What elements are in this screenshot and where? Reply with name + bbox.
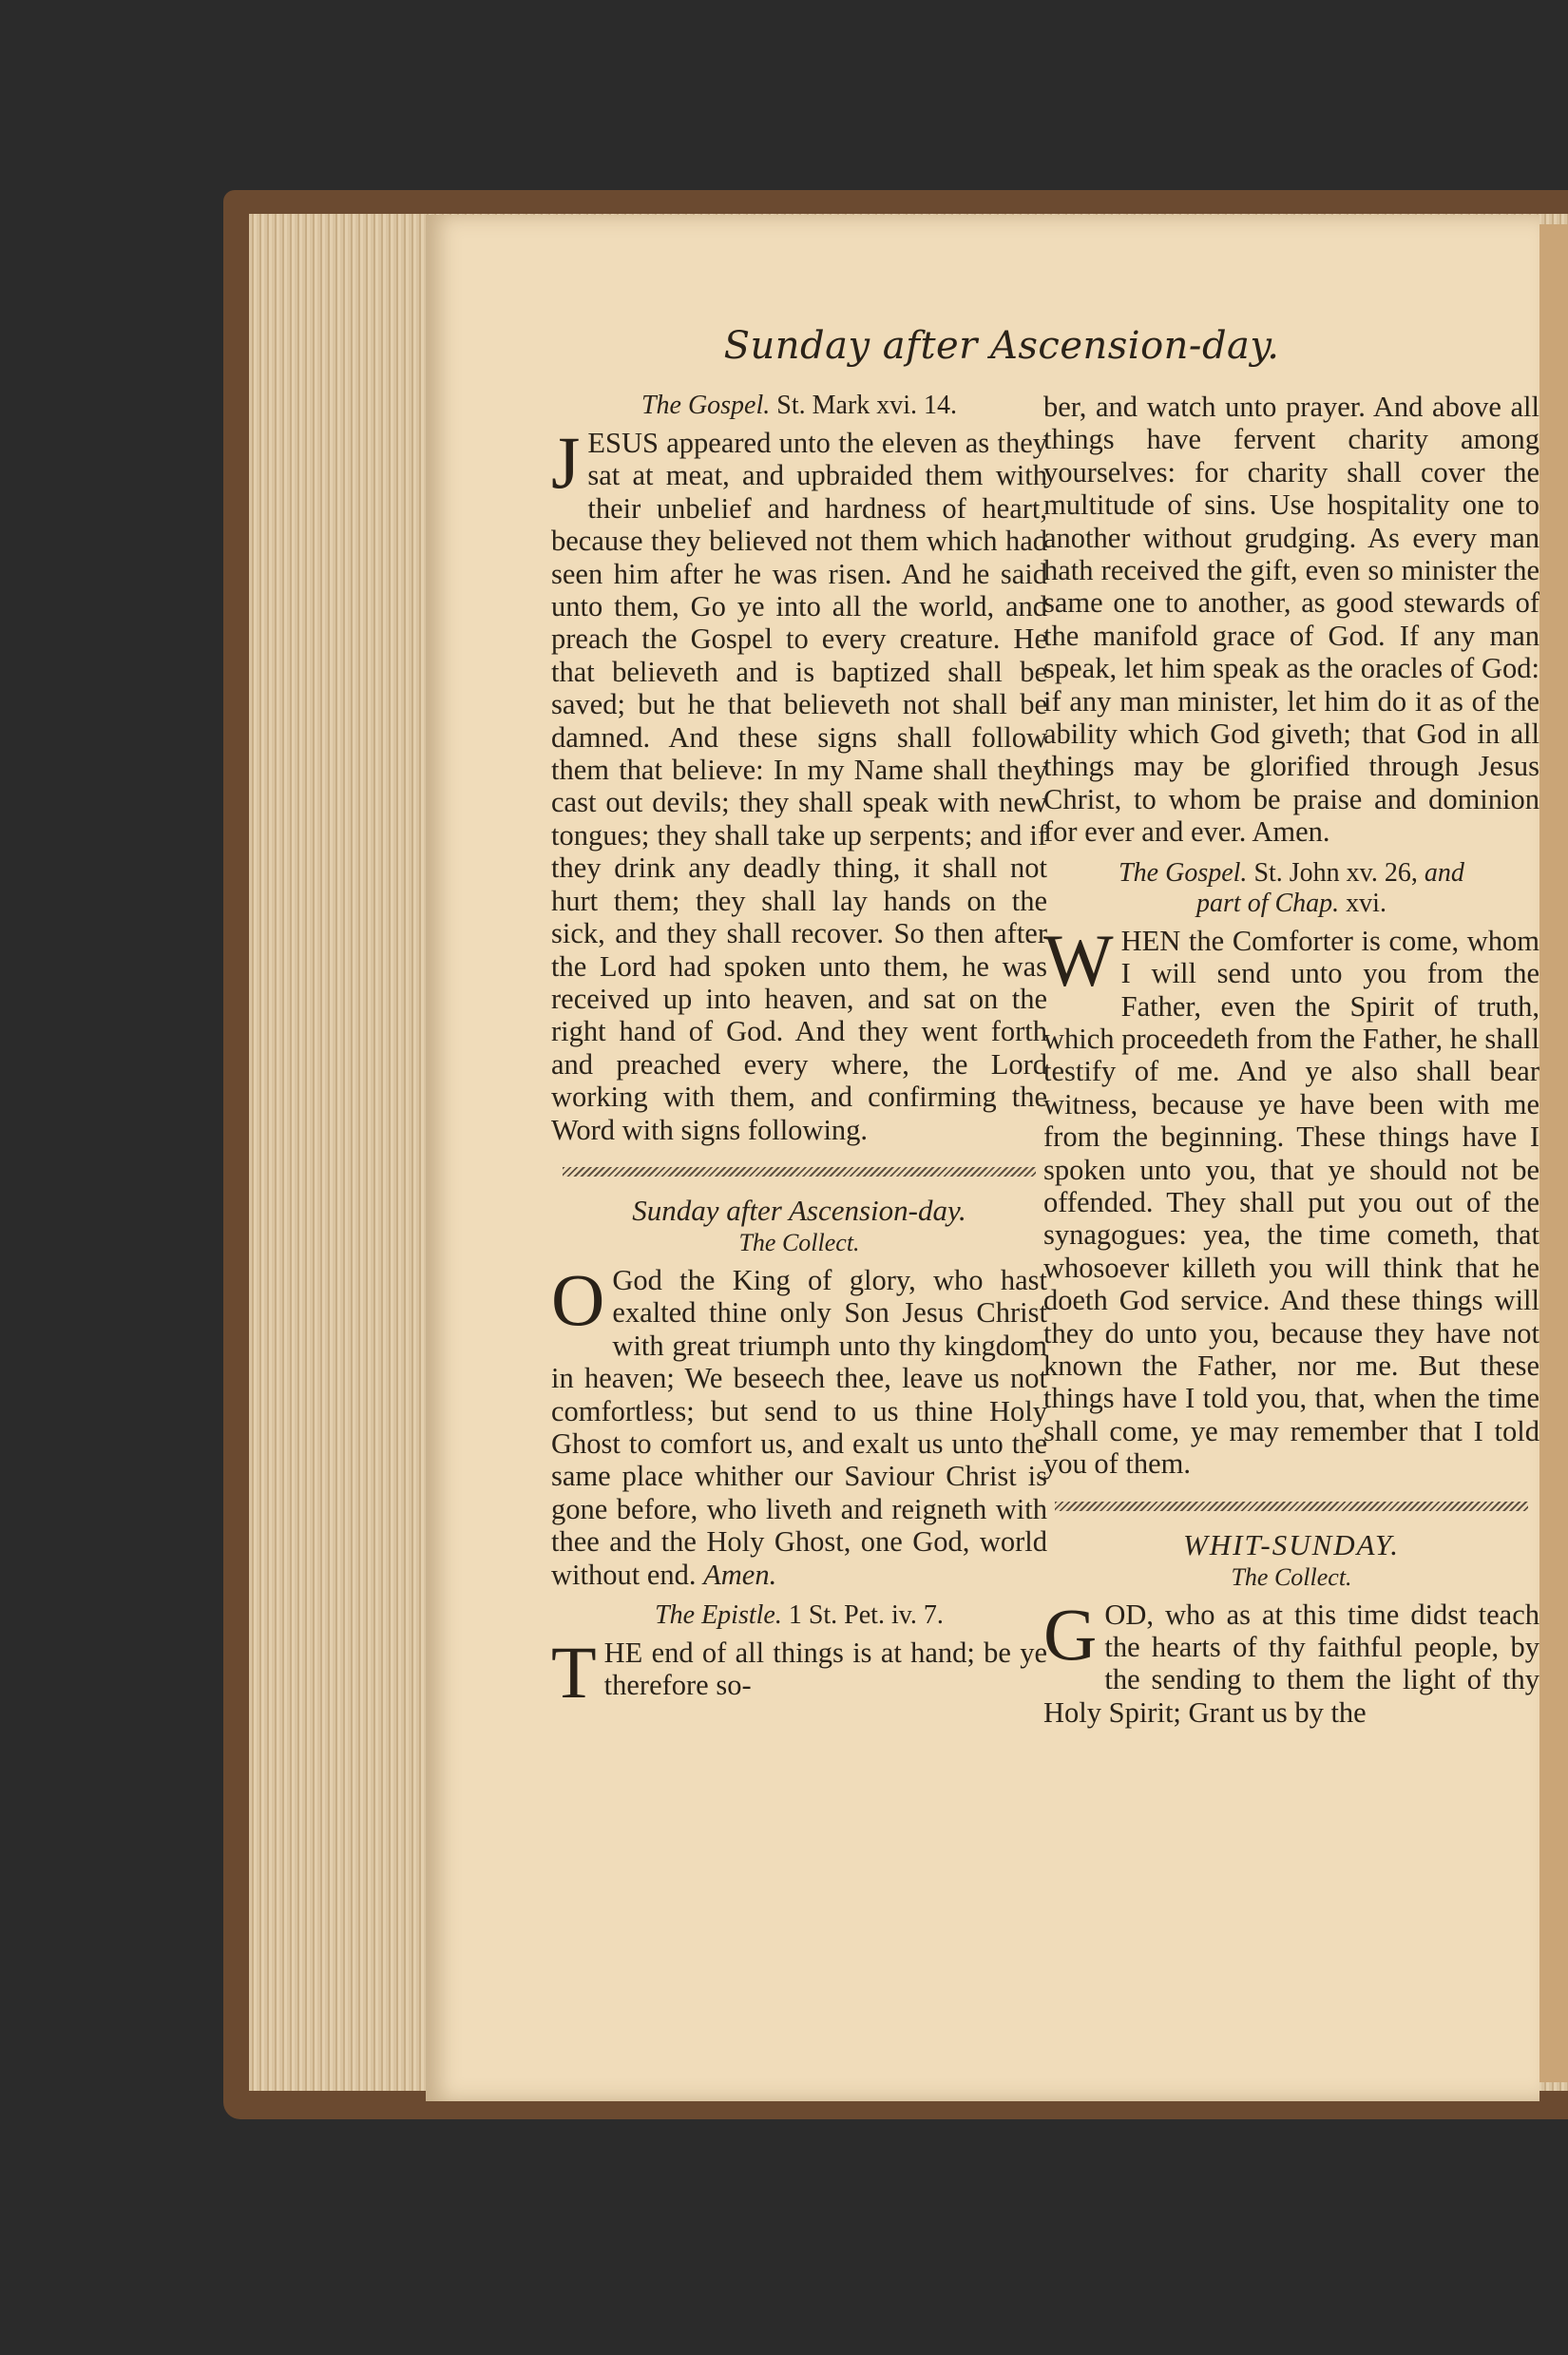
epistle-continued: ber, and watch unto prayer. And above all things have fervent charity among yourselves: for charity shall cover the multitude of sins. Use hospitality one to another without grudging. As every man hath received the gift, even so minister the same one to another, as good stewards of the manifold grace of God. If any man speak, let him speak as the oracles of God: if any man minister, let him do it as of the ability which God giveth; that God in all things may be glorified through Jesus Christ, to whom be praise and dominion for ever and ever. Amen.: [1043, 391, 1539, 849]
gospel-title-right: The Gospel.: [1119, 857, 1248, 888]
collect-amen: Amen.: [703, 1558, 777, 1591]
gospel-title: The Gospel.: [641, 391, 771, 420]
collect-text-right: OD, who as at this time didst teach the hearts of thy faithful people, by the sending to them the light of thy Holy Spirit; Grant us by the: [1043, 1598, 1539, 1729]
epistle-text: HE end of all things is at hand; be ye therefore so-: [603, 1637, 1047, 1702]
gospel-reference-and: and: [1424, 857, 1464, 888]
left-column: [551, 391, 1047, 1714]
epistle-reference: 1 St. Pet. iv. 7.: [788, 1600, 944, 1630]
epistle-title: The Epistle.: [655, 1600, 782, 1630]
gospel-paragraph-right: [1043, 918, 1539, 1481]
gospel-reference-right: St. John xv. 26,: [1253, 857, 1418, 888]
gospel-dropcap: J: [551, 421, 581, 504]
gospel-text: ESUS appeared unto the eleven as they sat at meat, and upbraided them with their unbelief and hardness of heart, because they believed not them which had seen him after he was risen. And he said unto them, Go ye into all the world, and preach the Gospel to every creature. He that believeth and is baptized shall be saved; but he that believeth not shall be damned. And these signs shall follow them that believe: In my Name shall they cast out devils; they shall speak with new tongues; they shall take up serpents; and if they drink any deadly thing, it shall not hurt them; they shall lay hands on the sick, and they shall recover. So then after the Lord had spoken unto them, he was received up into heaven, and sat on the right hand of God. And they went forth and preached every where, the Lord working with them, and confirming the Word with signs following.: [551, 427, 1047, 1146]
epistle-paragraph: [551, 1631, 1047, 1714]
epistle-dropcap: T: [551, 1631, 597, 1714]
epistle-heading: [551, 1600, 1047, 1631]
ornamental-rule: [563, 1167, 1036, 1177]
collect-dropcap-right: G: [1043, 1592, 1098, 1675]
gospel-paragraph: [551, 421, 1047, 1146]
gospel-heading-right: [1043, 858, 1539, 919]
collect-paragraph: [551, 1257, 1047, 1591]
gospel-text-right: HEN the Comforter is come, whom I will send unto you from the Father, even the Spirit of truth, which proceedeth from the Father, he shall testify of me. And ye also shall bear witness, because ye have been with me from the beginning. These things have I spoken unto you, that ye should not be offended. They shall put you out of the synagogues: yea, the time cometh, that whosoever killeth you will think that he doeth God service. And these things will they do unto you, because they have not known the Father, nor me. But these things have I told you, that, when the time shall come, ye may remember that I told you of them.: [1043, 924, 1539, 1481]
right-column: [1043, 391, 1539, 1729]
gospel-reference-chap: xvi.: [1346, 888, 1386, 918]
running-head: Sunday after Ascension-day.: [723, 324, 1280, 368]
collect-title-right: The Collect.: [1231, 1562, 1352, 1591]
collect-text: God the King of glory, who hast exalted thine only Son Jesus Christ with great triumph unto thy kingdom in heaven; We beseech thee, leave us not comfortless; but send to us thine Holy Ghost to comfort us, and exalt us unto the same place whither our Saviour Christ is gone before, who liveth and reigneth with thee and the Holy Ghost, one God, world without end.: [551, 1263, 1047, 1591]
gospel-heading: [551, 391, 1047, 421]
gospel-reference-part: part of Chap.: [1196, 888, 1340, 918]
section-title: Sunday after Ascension-day.: [632, 1193, 966, 1227]
collect-dropcap: O: [551, 1257, 605, 1341]
gospel-reference: St. Mark xvi. 14.: [776, 391, 958, 420]
whit-sunday-title: WHIT-SUNDAY.: [1182, 1527, 1401, 1561]
collect-title: The Collect.: [738, 1228, 860, 1256]
book-page: [426, 215, 1539, 2101]
gospel-dropcap-right: W: [1043, 918, 1114, 1002]
facing-page-edge: [1539, 224, 1568, 2082]
ornamental-rule-right: [1055, 1502, 1528, 1511]
collect-paragraph-right: [1043, 1592, 1539, 1730]
